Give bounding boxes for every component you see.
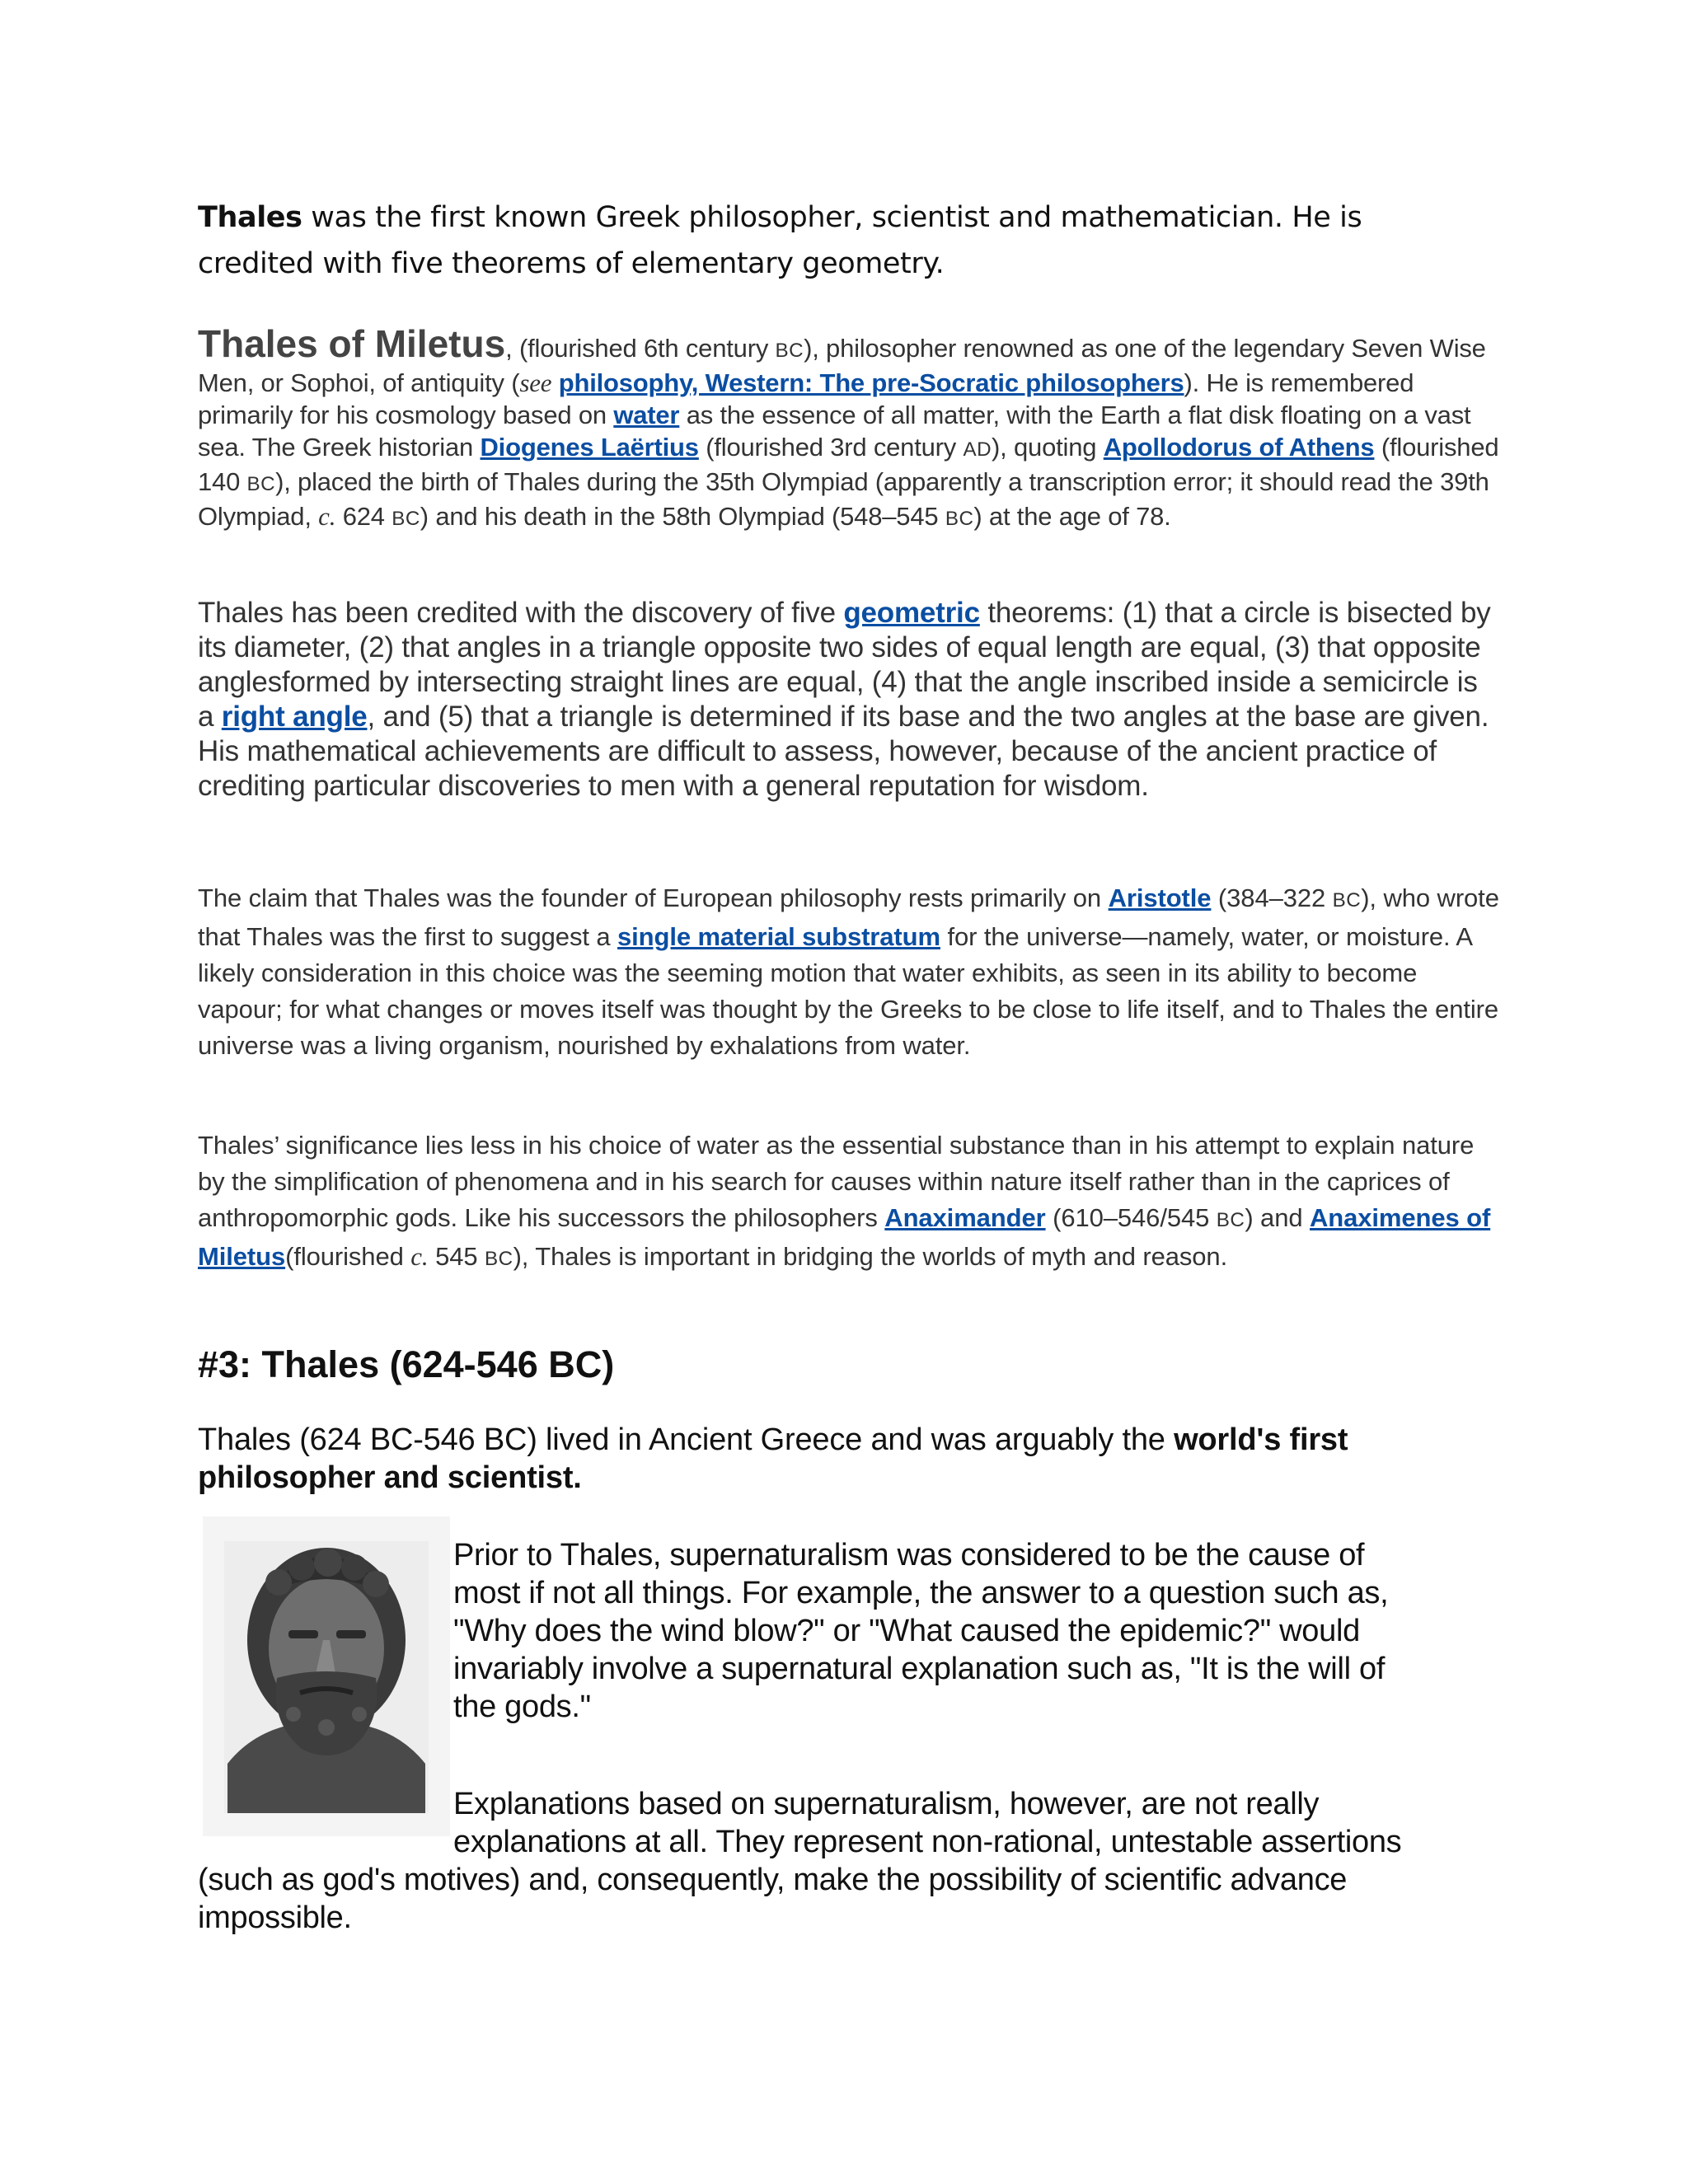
thales-bust-image [203, 1516, 450, 1836]
link-apollodorus-of-athens[interactable]: Apollodorus of Athens [1103, 433, 1375, 462]
link-right-angle[interactable]: right angle [221, 701, 368, 733]
link-aristotle[interactable]: Aristotle [1108, 883, 1212, 912]
lived-paragraph: Thales (624 BC-546 BC) lived in Ancient Greece and was arguably the world's first philosopher and scientist. [198, 1422, 1348, 1495]
supernaturalism-paragraph: Prior to Thales, supernaturalism was considered to be the cause of most if not all things. For example, the answer to a question such as, "Why does the wind blow?" or "What caused the epidemic?" would invariably involve a supernatural explanation such as, "It is the will of the gods." [453, 1538, 1389, 1724]
miletus-title: Thales of Miletus [198, 322, 506, 365]
link-water[interactable]: water [613, 401, 680, 429]
link-philosophy-western[interactable]: philosophy, Western: The pre-Socratic philosophers [558, 368, 1184, 397]
explanations-paragraph-bottom: (such as god's motives) and, consequently, make the possibility of scientific advance impossible. [198, 1863, 1348, 1935]
link-single-material-substratum[interactable]: single material substratum [617, 922, 940, 951]
link-anaximander[interactable]: Anaximander [884, 1203, 1046, 1232]
significance-paragraph: Thales’ significance lies less in his choice of water as the essential substance than in his attempt to explain nature by the simplification of phenomena and in his search for causes within nature itself rather than in the caprices of anthropomorphic gods. Like his successors the philosophers Anaximander (610–546/545 BC) and Anaximenes of Miletus(flourished c. 545 BC), Thales is important in bridging the worlds of myth and reason. [198, 1131, 1491, 1271]
link-geometric[interactable]: geometric [843, 597, 980, 629]
miletus-paragraph: Thales of Miletus, (flourished 6th century BC), philosopher renowned as one of the legendary Seven Wise Men, or Sophoi, of antiquity (see philosophy, Western: The pre-Socratic philosophers). He is remembered primarily for his cosmology based on water as the essence of all matter, with the Earth a flat disk floating on a vast sea. The Greek historian Diogenes Laërtius (flourished 3rd century AD), quoting Apollodorus of Athens (flourished 140 BC), placed the birth of Thales during the 35th Olympiad (apparently a transcription error; it should read the 39th Olympiad, c. 624 BC) and his death in the 58th Olympiad (548–545 BC) at the age of 78. [198, 322, 1499, 531]
bust-illustration [203, 1516, 450, 1836]
theorems-paragraph: Thales has been credited with the discovery of five geometric theorems: (1) that a circle is bisected by its diameter, (2) that angles in a triangle opposite two sides of equal length are equal, (3) that opposite anglesformed by intersecting straight lines are equal, (4) that the angle inscribed inside a semicircle is a right angle, and (5) that a triangle is determined if its base and the two angles at the base are given. His mathematical achievements are difficult to assess, however, because of the ancient practice of crediting particular discoveries to men with a general reputation for wisdom. [198, 597, 1491, 802]
link-diogenes-laertius[interactable]: Diogenes Laërtius [480, 433, 699, 462]
link-anaximenes-of-miletus[interactable]: Anaximenes of Miletus [198, 1203, 1491, 1271]
intro-paragraph: Thales was the first known Greek philosopher, scientist and mathematician. He is credited with five theorems of elementary geometry. [198, 201, 1362, 280]
founder-paragraph: The claim that Thales was the founder of European philosophy rests primarily on Aristotle (384–322 BC), who wrote that Thales was the first to suggest a single material substratum for the universe—namely, water, or moisture. A likely consideration in this choice was the seeming motion that water exhibits, as seen in its ability to become vapour; for what changes or moves itself was thought by the Greeks to be close to life itself, and to Thales the entire universe was a living organism, nourished by exhalations from water. [198, 883, 1499, 1060]
explanations-paragraph-top: Explanations based on supernaturalism, however, are not really explanations at all. They represent non-rational, untestable assertions [453, 1787, 1402, 1859]
section-heading: #3: Thales (624-546 BC) [198, 1343, 615, 1385]
intro-name: Thales [198, 201, 302, 234]
